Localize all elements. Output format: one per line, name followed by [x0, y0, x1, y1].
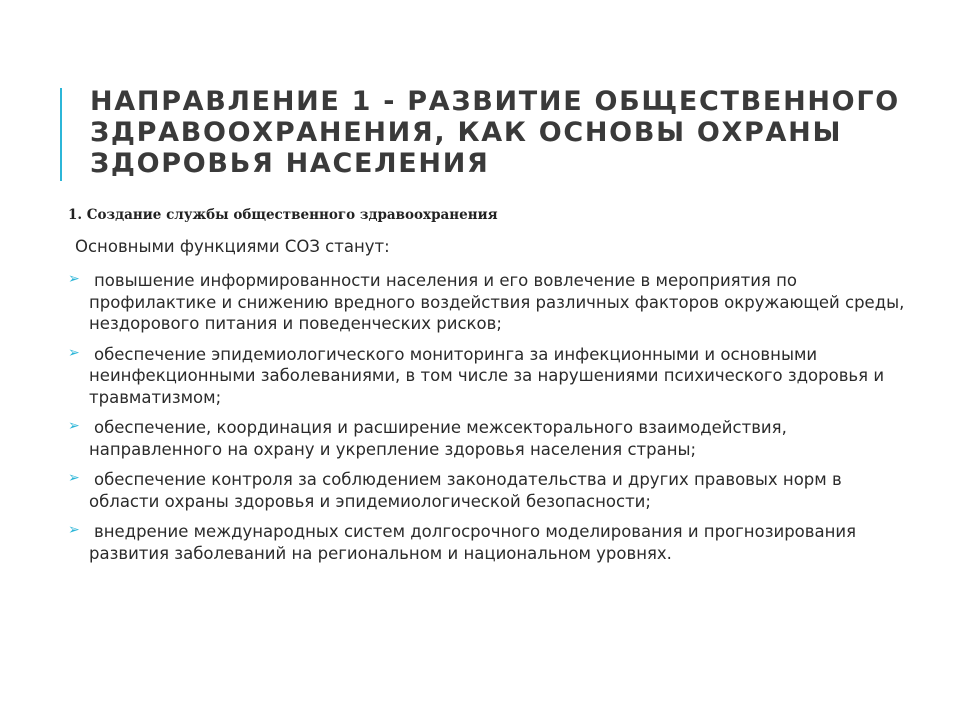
list-item: [68, 469, 908, 512]
title-accent-line: [60, 88, 62, 181]
bullet-text: внедрение международных систем долгосрочного моделирования и прогнозирования развития заболеваний на региональном и национальном уровнях.: [89, 522, 857, 563]
arrow-chevron-icon: ➢: [68, 344, 80, 361]
bullet-list: [68, 270, 908, 573]
arrow-chevron-icon: ➢: [68, 522, 80, 538]
bullet-text: обеспечение контроля за соблюдением законодательства и других правовых норм в области охраны здоровья и эпидемиологической безопасности;: [89, 470, 842, 511]
slide-title: НАПРАВЛЕНИЕ 1 - РАЗВИТИЕ ОБЩЕСТВЕННОГО ЗДРАВООХРАНЕНИЯ, КАК ОСНОВЫ ОХРАНЫ ЗДОРОВЬЯ НАСЕЛЕНИЯ: [90, 86, 900, 179]
bullet-text: обеспечение, координация и расширение межсекторального взаимодействия, направленного на охрану и укрепление здоровья населения страны;: [89, 418, 787, 459]
arrow-chevron-icon: ➢: [68, 271, 80, 287]
intro-text: Основными функциями СОЗ станут:: [75, 237, 390, 256]
arrow-chevron-icon: ➢: [68, 470, 80, 486]
list-item: [68, 344, 908, 409]
arrow-chevron-icon: ➢: [68, 418, 80, 434]
list-item: [68, 270, 908, 335]
bullet-text: повышение информированности населения и его вовлечение в мероприятия по профилактике и снижению вредного воздействия различных факторов окружающей среды, нездорового питания и поведенческих рисков;: [89, 271, 905, 333]
list-item: [68, 417, 908, 460]
list-item: [68, 521, 908, 564]
bullet-text: обеспечение эпидемиологического мониторинга за инфекционными и основными неинфекционными заболеваниями, в том числе за нарушениями психического здоровья и травматизмом;: [89, 344, 885, 407]
section-subheading: 1. Создание службы общественного здравоохранения: [68, 207, 498, 223]
